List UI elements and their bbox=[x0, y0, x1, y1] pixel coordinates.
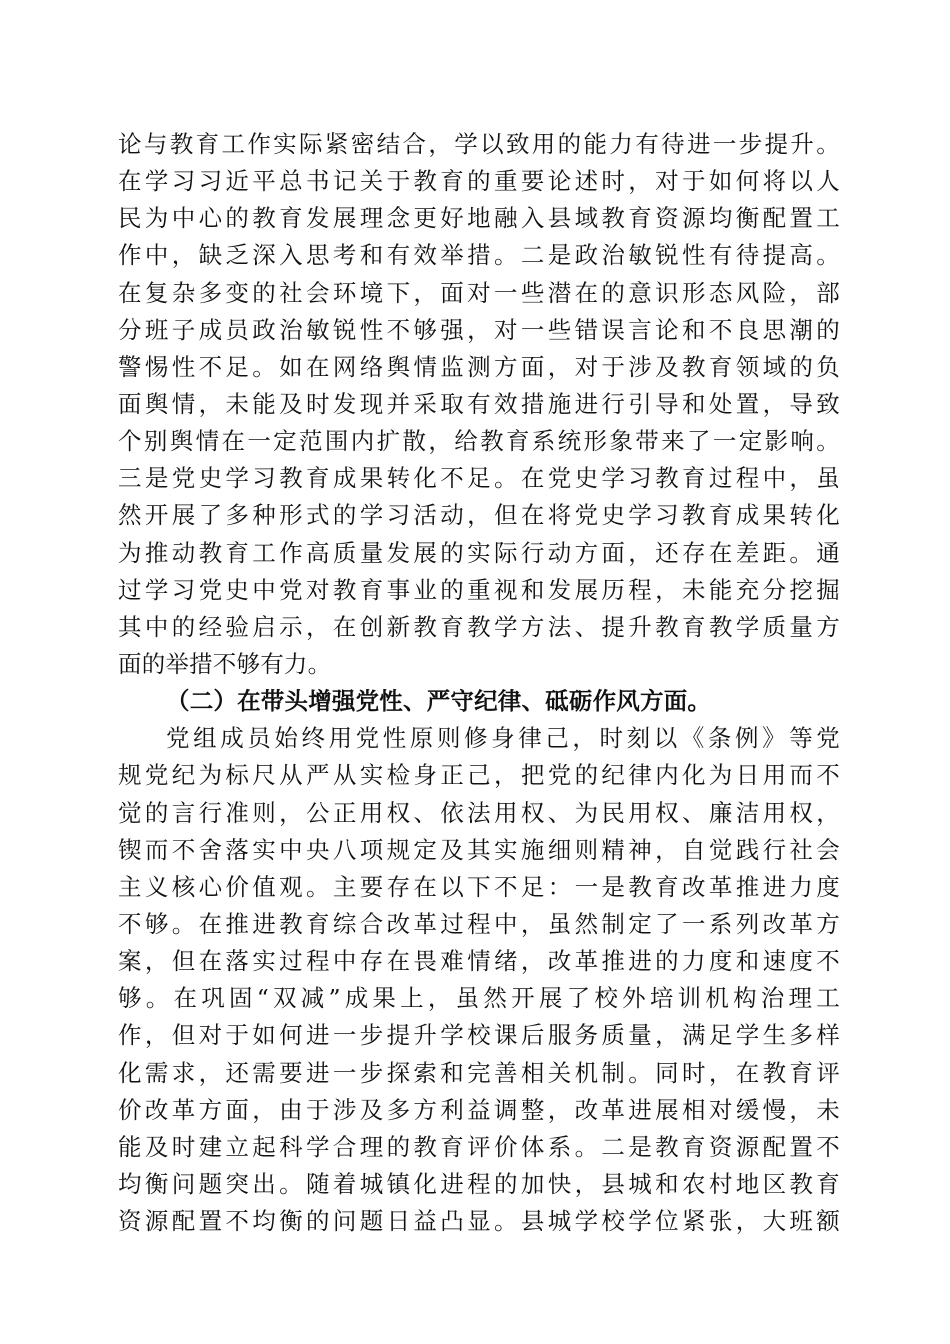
body-line: 资源配置不均衡的问题日益凸显。县城学校学位紧张，大班额 bbox=[118, 1207, 840, 1236]
body-line: 锲而不舍落实中央八项规定及其实施细则精神，自觉践行社会 bbox=[118, 835, 840, 864]
body-line: 面的举措不够有力。 bbox=[118, 649, 332, 678]
body-line: 民为中心的教育发展理念更好地融入县域教育资源均衡配置工 bbox=[118, 204, 840, 233]
body-line: 其中的经验启示，在创新教育教学方法、提升教育教学质量方 bbox=[118, 612, 840, 641]
body-line: 作中，缺乏深入思考和有效举措。二是政治敏锐性有待提高。 bbox=[118, 241, 840, 270]
body-line: 够。在巩固“双减”成果上，虽然开展了校外培训机构治理工 bbox=[118, 984, 840, 1013]
body-line: 分班子成员政治敏锐性不够强，对一些错误言论和不良思潮的 bbox=[118, 315, 840, 344]
body-line: 过学习党史中党对教育事业的重视和发展历程，未能充分挖掘 bbox=[118, 575, 840, 604]
body-line: 在学习习近平总书记关于教育的重要论述时，对于如何将以人 bbox=[118, 167, 840, 196]
body-line: 面舆情，未能及时发现并采取有效措施进行引导和处置，导致 bbox=[118, 389, 840, 418]
body-line: 均衡问题突出。随着城镇化进程的加快，县城和农村地区教育 bbox=[118, 1169, 840, 1198]
body-line: 觉的言行准则，公正用权、依法用权、为民用权、廉洁用权， bbox=[118, 798, 840, 827]
body-line: 党组成员始终用党性原则修身律己，时刻以《条例》等党 bbox=[166, 724, 840, 753]
body-line: 规党纪为标尺从严从实检身正己，把党的纪律内化为日用而不 bbox=[118, 761, 840, 790]
body-line: 不够。在推进教育综合改革过程中，虽然制定了一系列改革方 bbox=[118, 909, 840, 938]
document-body bbox=[118, 126, 840, 1240]
body-line: 价改革方面，由于涉及多方利益调整，改革进展相对缓慢，未 bbox=[118, 1095, 840, 1124]
body-line: 在复杂多变的社会环境下，面对一些潜在的意识形态风险，部 bbox=[118, 278, 840, 307]
body-line: 主义核心价值观。主要存在以下不足：一是教育改革推进力度 bbox=[118, 872, 840, 901]
body-line: 个别舆情在一定范围内扩散，给教育系统形象带来了一定影响。 bbox=[118, 427, 840, 456]
body-line: 论与教育工作实际紧密结合，学以致用的能力有待进一步提升。 bbox=[118, 130, 840, 158]
section-heading: （二）在带头增强党性、严守纪律、砥砺作风方面。 bbox=[166, 687, 712, 716]
body-line: 为推动教育工作高质量发展的实际行动方面，还存在差距。通 bbox=[118, 538, 840, 567]
body-line: 作，但对于如何进一步提升学校课后服务质量，满足学生多样 bbox=[118, 1021, 840, 1050]
body-line: 化需求，还需要进一步探索和完善相关机制。同时，在教育评 bbox=[118, 1058, 840, 1087]
body-line: 警惕性不足。如在网络舆情监测方面，对于涉及教育领域的负 bbox=[118, 352, 840, 381]
body-line: 案，但在落实过程中存在畏难情绪，改革推进的力度和速度不 bbox=[118, 947, 840, 976]
body-line: 然开展了多种形式的学习活动，但在将党史学习教育成果转化 bbox=[118, 501, 840, 530]
body-line: 三是党史学习教育成果转化不足。在党史学习教育过程中，虽 bbox=[118, 464, 840, 493]
body-line: 能及时建立起科学合理的教育评价体系。二是教育资源配置不 bbox=[118, 1132, 840, 1161]
